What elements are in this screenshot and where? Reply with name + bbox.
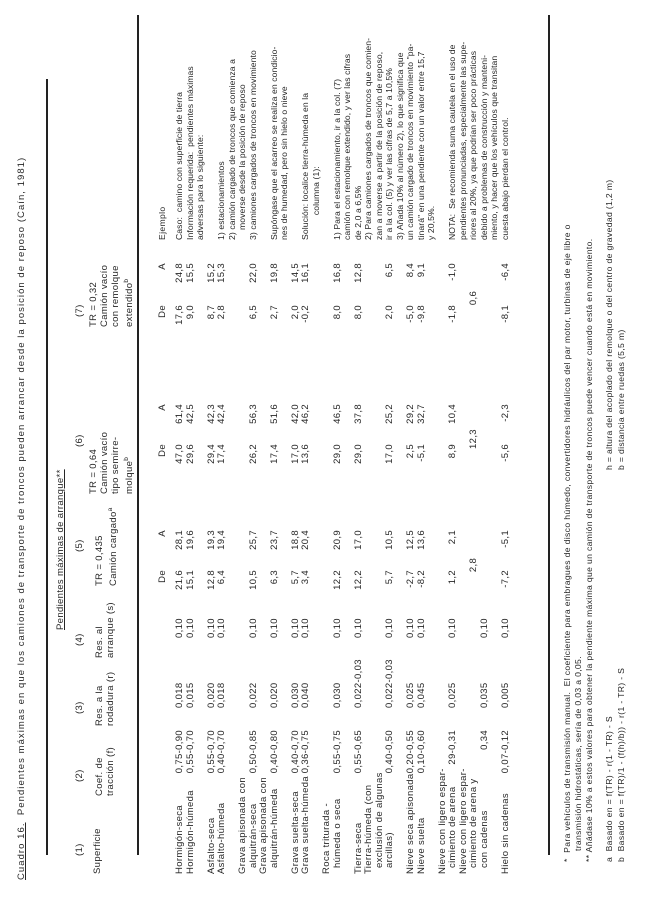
example-line: 2) Para camiones cargados de troncos que comien- <box>363 37 373 240</box>
col6-a-cell: 32,7 <box>415 404 427 424</box>
col1-header-line <box>92 828 103 874</box>
col5-de-cell: 5,7 <box>384 570 395 585</box>
example-line: moverse desde la posición de reposo <box>237 84 247 240</box>
col7-a-cell: 15,5 <box>184 263 196 283</box>
col6-a-cell: 51,6 <box>268 404 280 424</box>
row-surface-label: Grava suelta-seca <box>289 790 301 874</box>
col7-a-cell: -1,0 <box>447 263 458 281</box>
example-line: camión con remolque extendido, y ver las cifras <box>342 53 352 240</box>
traction-coef-cell: 29-0,31 <box>447 730 458 765</box>
subheader-a: A <box>157 263 168 270</box>
row-surface-label: Tierra-húmeda (con <box>363 784 374 874</box>
col7-number: (7) <box>74 304 85 317</box>
traction-coef-cell: 0,50-0,85 <box>247 730 259 774</box>
col5-number: (5) <box>74 539 85 552</box>
col7-header-line <box>99 265 110 327</box>
merged-cell: 12,3 <box>468 429 479 449</box>
row-surface-label: Grava apisonada con <box>237 777 248 874</box>
col6-de-cell: 8,9 <box>447 444 458 459</box>
traction-coef-cell: 0,55-0,70 <box>184 730 196 774</box>
col7-de-cell: 17,6 <box>174 305 185 325</box>
traction-coef-cell: 0,75-0,90 <box>174 730 185 774</box>
col6-de-cell: 29,0 <box>352 444 364 464</box>
rolling-res-cell: 0,005 <box>499 682 511 708</box>
col3-number: (3) <box>74 701 85 714</box>
example-line <box>321 4 332 240</box>
col6-a-cell: 61,4 <box>174 404 185 424</box>
col7-de-cell: 6,5 <box>247 305 259 320</box>
merged-cell: 2,8 <box>468 557 479 573</box>
header-text: Res. al <box>94 625 105 658</box>
row-surface-label: Asfalto-seca <box>205 817 217 874</box>
rolling-res-cell: 0,030 <box>289 682 301 708</box>
col6-a-cell: 42,5 <box>184 404 196 424</box>
subheader-de: De <box>157 570 168 583</box>
col6-a-cell: 10,4 <box>447 404 458 424</box>
start-res-cell: 0,10 <box>205 618 217 638</box>
subheader-de: De <box>157 444 168 457</box>
traction-coef-cell: 0,10-0,60 <box>415 730 427 774</box>
col5-a-cell: 18,8 <box>289 530 301 550</box>
row-surface-label: Hielo sin cadenas <box>499 793 511 874</box>
example-line <box>437 4 448 240</box>
col5-de-cell: -2,7 <box>405 570 416 588</box>
footnote-star1: * Para vehículos de transmisión manual. El coeficiente para embragues de disco húmedo, convertidores hidráulicos del par motor, turbinas de eje libre o <box>562 224 572 862</box>
example-line: Solución: localice tierra-húmeda en la <box>300 92 310 240</box>
col5-de-cell: 5,7 <box>289 570 301 585</box>
start-res-cell: 0,10 <box>352 618 364 638</box>
col5-de-cell: 10,5 <box>247 570 259 590</box>
example-text <box>174 4 510 240</box>
col6-a-cell: 42,4 <box>216 404 227 424</box>
traction-coef-cell: 0,40-0,70 <box>216 730 227 774</box>
rolling-res-cell: 0,040 <box>300 682 311 708</box>
example-line: de 2,0 a 6,5% <box>352 185 363 240</box>
rolling-res-cell: 0,025 <box>447 682 458 708</box>
row-surface-label: arcillas) <box>384 832 395 874</box>
start-res-cell: 0,10 <box>415 618 427 638</box>
start-res-cell: 0,10 <box>289 618 301 638</box>
col5-a-cell: 2,1 <box>447 530 458 545</box>
header-text: tracción (f) <box>105 746 116 796</box>
rolling-res-cell: 0,025 <box>405 682 416 708</box>
row-surface-label: cimiento de arena <box>447 786 458 874</box>
col6-de-cell: 17,4 <box>268 444 280 464</box>
col4-header-line <box>94 626 105 658</box>
col5-a-cell: 17,0 <box>352 530 364 550</box>
col7-de-cell: -5,0 <box>405 305 416 323</box>
col6-header-line <box>99 432 110 494</box>
row-surface-label: Nieve con ligero espar- <box>457 768 469 874</box>
col6-de-cell: 13,6 <box>300 444 311 464</box>
col6-de-cell: -5,6 <box>499 444 511 462</box>
rolling-res-cell: 0,022-0,03 <box>352 659 364 708</box>
example-line: un camión cargado de troncos en movimiento "pa- <box>405 43 415 240</box>
col6-a-cell: 37,8 <box>352 404 364 424</box>
row-surface-label: Hormigón-seca <box>174 805 185 874</box>
example-line: y 20,5%. <box>426 205 436 240</box>
traction-coef-cell: 0,55-0,75 <box>331 730 343 774</box>
col5-a-cell: 20,9 <box>331 530 343 550</box>
example-line: Información requerida: pendientes máximas <box>184 66 195 240</box>
rolling-res-cell: 0,020 <box>268 682 280 708</box>
col5-header-line <box>105 507 119 586</box>
col5-a-cell: 10,5 <box>384 530 395 550</box>
col5-a-cell: 23,7 <box>268 530 280 550</box>
col7-a-cell: 16,1 <box>300 263 311 283</box>
col7-a-cell: 15,3 <box>216 263 227 283</box>
rolling-res-cell: 0,022-0,03 <box>384 659 395 708</box>
col7-header-line <box>110 265 121 327</box>
col7-de-cell: -9,8 <box>415 305 427 323</box>
bottom-rule <box>548 15 550 855</box>
col7-header-line <box>88 282 99 327</box>
rolling-res-cell: 0,045 <box>415 682 427 708</box>
rolling-res-cell: 0,018 <box>216 682 227 708</box>
header-text: arranque (s) <box>105 602 116 658</box>
example-line <box>290 4 301 240</box>
example-line <box>258 4 269 240</box>
header-text: Camión vacío <box>99 264 110 327</box>
col6-de-cell: 29,4 <box>205 444 217 464</box>
start-res-cell: 0,10 <box>268 618 280 638</box>
col6-a-cell: 56,3 <box>247 404 259 424</box>
traction-coef-cell: 0,55-0,70 <box>205 730 217 774</box>
start-res-cell: 0,10 <box>384 618 395 638</box>
col6-header-line <box>121 457 135 494</box>
subheader-a: A <box>157 404 168 411</box>
footnote-b-definition: b = distancia entre ruedas (5,5 m) <box>616 329 626 470</box>
col5-de-cell: 6,3 <box>268 570 280 585</box>
col6-a-cell: 42,0 <box>289 404 301 424</box>
start-res-cell: 0,10 <box>216 618 227 638</box>
subheader-de: De <box>157 305 168 318</box>
header-text: Coef. de <box>94 757 105 796</box>
col5-de-cell: 15,1 <box>184 570 196 590</box>
row-surface-label: Tierra-seca <box>352 822 364 874</box>
col5-de-cell: 6,4 <box>216 570 227 585</box>
example-line: 1) estacionamientos <box>216 161 226 240</box>
col5-de-cell: 1,2 <box>447 570 458 585</box>
traction-coef-cell: 0,07-0,12 <box>499 730 511 774</box>
example-line: 3) camiones cargados de troncos en movimiento <box>247 50 258 240</box>
footnote-marker: b <box>123 456 130 461</box>
col5-a-cell: 28,1 <box>174 530 185 550</box>
col6-de-cell: 29,6 <box>184 444 196 464</box>
example-line: nes de humedad, pero sin hielo o nieve <box>279 86 289 240</box>
start-res-cell: 0,10 <box>247 618 259 638</box>
col7-a-cell: 9,1 <box>415 263 427 278</box>
col6-a-cell: -2,3 <box>499 404 511 422</box>
top-rule <box>46 79 48 855</box>
col5-a-cell: 19,4 <box>216 530 227 550</box>
rolling-res-cell: 0,022 <box>247 682 259 708</box>
row-surface-label: con cadenas <box>478 810 490 874</box>
header-text: con remolque <box>110 265 121 327</box>
col7-a-cell: 12,8 <box>352 263 364 283</box>
col5-a-cell: 20,4 <box>300 530 311 550</box>
traction-coef-cell: 0,36-0,75 <box>300 730 311 774</box>
example-line: adversas para lo siguiente: <box>195 134 205 240</box>
example-line: zan a moverse a partir de la posición de reposo, <box>373 51 384 240</box>
row-surface-label: Nieve seca apisonada <box>405 773 416 874</box>
col6-de-cell: 47,0 <box>174 444 185 464</box>
col6-de-cell: 2,5 <box>405 444 416 459</box>
example-line <box>206 4 217 240</box>
col2-header-line <box>105 747 116 796</box>
example-line: tinará" en una pendiente con un valor entre 15,7 <box>415 51 426 240</box>
col7-de-cell: 2,7 <box>268 305 280 320</box>
start-res-cell: 0,10 <box>174 618 185 638</box>
col7-de-cell: 8,7 <box>205 305 217 320</box>
col5-a-cell: 12,5 <box>405 530 416 550</box>
table-caption: Pendientes máximas en que los camiones de transporte de troncos pueden arrancar desde la posición de reposo (Caín, 1981) <box>16 156 27 816</box>
row-surface-label: Roca triturada - <box>321 802 332 874</box>
row-surface-label: cimiento de arena y <box>468 778 479 874</box>
group-header: Pendientes máximas de arranque** <box>55 469 66 630</box>
header-text: Res. a la <box>94 685 105 726</box>
rolling-res-cell: 0,018 <box>174 682 185 708</box>
col7-header-line <box>121 279 135 327</box>
col4-header-line <box>105 602 116 658</box>
col7-a-cell: 15,2 <box>205 263 217 283</box>
col7-de-cell: -1,8 <box>447 305 458 323</box>
footnote-marker: b <box>123 278 130 283</box>
col2-header-line <box>94 757 105 796</box>
col6-a-cell: 42,3 <box>205 404 217 424</box>
col7-a-cell: 6,5 <box>384 263 395 278</box>
col6-number: (6) <box>74 434 85 447</box>
col5-a-cell: 25,7 <box>247 530 259 550</box>
header-text: Superficie <box>92 828 103 874</box>
col7-de-cell: 2,0 <box>289 305 301 320</box>
col7-a-cell: 22,0 <box>247 263 259 283</box>
header-text: rodadura (r) <box>105 671 116 726</box>
col5-de-cell: -7,2 <box>499 570 511 588</box>
row-surface-label: alquitrán-húmeda <box>268 788 280 874</box>
row-surface-label: Nieve con ligero espar- <box>436 768 448 874</box>
col7-de-cell: 2,0 <box>384 305 395 320</box>
example-line: cuesta abajo pierdan el control. <box>499 117 510 240</box>
start-res-cell: 0,10 <box>331 618 343 638</box>
col6-de-cell: 29,0 <box>331 444 343 464</box>
row-surface-label: Grava suelta-húmeda <box>300 775 311 874</box>
traction-coef-cell: 0,55-0,65 <box>352 730 364 774</box>
rolling-res-cell: 0,015 <box>184 682 196 708</box>
example-line: Caso: camino con superficie de tierra <box>174 91 184 240</box>
col6-de-cell: 17,0 <box>289 444 301 464</box>
col6-a-cell: 29,2 <box>405 404 416 424</box>
footnote-h-definition: h = altura del acoplado del remolque o del centro de gravedad (1,2 m) <box>604 179 614 470</box>
header-text: TR = 0,64 <box>88 448 99 494</box>
col7-a-cell: 19,8 <box>268 263 280 283</box>
header-text: Camión vacío <box>99 431 110 494</box>
col5-a-cell: 19,6 <box>184 530 196 550</box>
header-text: Camión cargado <box>108 511 120 586</box>
col6-a-cell: 46,5 <box>331 404 343 424</box>
col5-a-cell: 13,6 <box>415 530 427 550</box>
col7-a-cell: 16,8 <box>331 263 343 283</box>
example-line: miento, y hacer que los vehículos que transitan <box>489 55 499 240</box>
col7-de-cell: 8,0 <box>352 305 364 320</box>
rolling-res-cell: 0,030 <box>331 682 343 708</box>
row-surface-label: Nieve suelta <box>415 817 427 874</box>
example-line: columna (1): <box>310 166 321 240</box>
col6-a-cell: 25,2 <box>384 404 395 424</box>
col7-a-cell: 8,4 <box>405 263 416 278</box>
col5-de-cell: 3,4 <box>300 570 311 585</box>
col7-de-cell: 8,0 <box>331 305 343 320</box>
col7-de-cell: 2,8 <box>216 305 227 320</box>
example-line: 2) camión cargado de troncos que comienza a <box>226 58 237 240</box>
row-surface-label: Grava apisonada con <box>258 777 269 874</box>
col6-a-cell: 46,2 <box>300 404 311 424</box>
example-line: debido a problemas de construcción y manteni- <box>478 54 489 240</box>
header-text: tipo semirre- <box>110 436 121 494</box>
row-surface-label: alquitrán-seca <box>247 803 259 874</box>
traction-coef-cell: 0,34 <box>478 730 490 750</box>
example-line: ir a la col. (5) y ver las cifras de 5,7 a 10,5% <box>384 68 394 240</box>
col6-header-line <box>88 449 99 494</box>
example-line: 3) Añada 10% al número 2), lo que significa que <box>394 52 405 240</box>
col7-de-cell: 9,0 <box>184 305 196 320</box>
row-surface-label: Asfalto-húmeda <box>216 802 227 874</box>
table-title <box>16 157 27 880</box>
col5-header-line <box>94 535 105 586</box>
col7-a-cell: 24,8 <box>174 263 185 283</box>
col4-number: (4) <box>74 633 85 646</box>
start-res-cell: 0,10 <box>300 618 311 638</box>
start-res-cell: 0,10 <box>184 618 196 638</box>
footnote-marker: a <box>107 507 114 512</box>
col7-de-cell: -8,1 <box>499 305 511 323</box>
col2-number: (2) <box>74 769 85 782</box>
col6-de-cell: 26,2 <box>247 444 259 464</box>
start-res-cell: 0,10 <box>405 618 416 638</box>
subheader-a: A <box>157 530 168 537</box>
col5-a-cell: -5,1 <box>499 530 511 548</box>
col7-de-cell: -0,2 <box>300 305 311 323</box>
footnote-star2: ** Añádase 10% a estos valores para obtener la pendiente máxima que un camión de transporte de troncos puede vencer cuando está en movimiento. <box>584 238 594 862</box>
col5-de-cell: 12,2 <box>352 570 364 590</box>
col1-number: (1) <box>74 843 85 856</box>
col6-de-cell: 17,0 <box>384 444 395 464</box>
col6-de-cell: -5,1 <box>415 444 427 462</box>
footnote-a: a Basado en = f(TR) - r(1 - TR) - S <box>604 716 614 862</box>
traction-coef-cell: 0,20-0,55 <box>405 730 416 774</box>
col6-header-line <box>110 437 121 494</box>
footnote-star1-cont: transmisión hidrostáticas, sería de 0,03 a 0,05. <box>573 656 583 862</box>
example-title: Ejemplo <box>157 206 167 240</box>
table-number: Cuadro 16. <box>16 822 27 880</box>
col3-header-line <box>94 685 105 726</box>
col7-a-cell: -6,4 <box>499 263 511 281</box>
row-surface-label: Hormigón-húmeda <box>184 790 196 874</box>
example-line: 1) Para el estacionamiento, ir a la col. (7) <box>331 78 342 240</box>
header-text: extendido <box>124 282 136 327</box>
traction-coef-cell: 0,40-0,80 <box>268 730 280 774</box>
merged-cell: 0,6 <box>468 290 479 306</box>
header-text: molque <box>124 460 136 494</box>
start-res-cell: 0,10 <box>478 618 490 638</box>
row-surface-label: exclusión de algunas <box>373 772 385 874</box>
example-line: pendientes pronunciadas, especialmente las supe- <box>457 41 468 240</box>
traction-coef-cell: 0,40-0,70 <box>289 730 301 774</box>
col5-de-cell: 12,8 <box>205 570 217 590</box>
example-line: Supóngase que el acarreo se realiza en condicio- <box>268 46 279 240</box>
row-surface-label: húmeda o seca <box>331 798 343 874</box>
col7-a-cell: 14,5 <box>289 263 301 283</box>
col5-de-cell: -8,2 <box>415 570 427 588</box>
rolling-res-cell: 0,020 <box>205 682 217 708</box>
traction-coef-cell: 0,40-0,50 <box>384 730 395 774</box>
rolling-res-cell: 0,035 <box>478 682 490 708</box>
col3-header-line <box>105 672 116 726</box>
start-res-cell: 0,10 <box>499 618 511 638</box>
start-res-cell: 0,10 <box>447 618 458 638</box>
example-line: NOTA: Se recomienda suma cautela en el uso de <box>447 44 457 240</box>
example-line: riores al 20%, ya que podrían ser poco prácticas <box>468 50 478 240</box>
footnote-b: b Basado en = f(TR)/1 - (f(h)/b)) - r(1 - TR) - S <box>616 667 626 862</box>
header-rule <box>137 15 139 855</box>
col5-a-cell: 19,3 <box>205 530 217 550</box>
col5-de-cell: 21,6 <box>174 570 185 590</box>
col5-de-cell: 12,2 <box>331 570 343 590</box>
header-text: TR = 0,32 <box>88 281 99 327</box>
header-text: TR = 0,435 <box>94 535 105 586</box>
col6-de-cell: 17,4 <box>216 444 227 464</box>
